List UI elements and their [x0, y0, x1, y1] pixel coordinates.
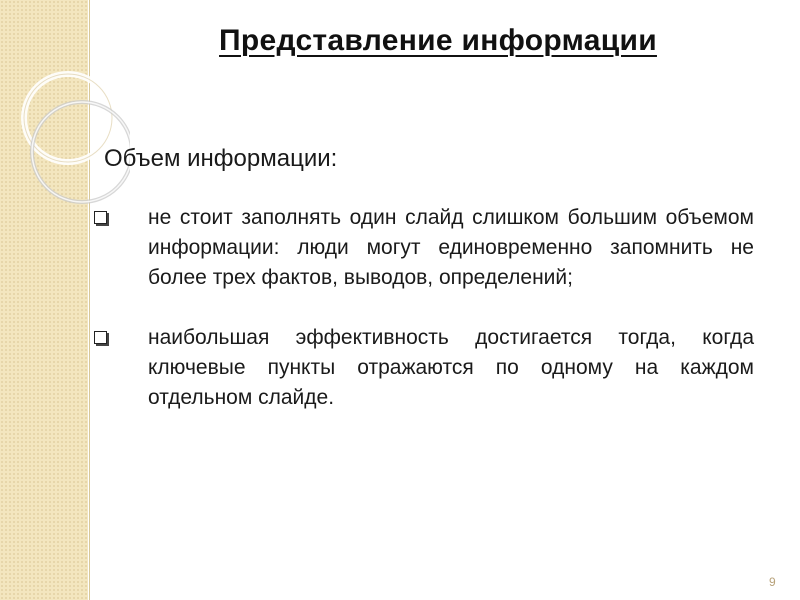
bullet-list [92, 203, 754, 443]
bullet-text: наибольшая эффективность достигается тогда, когда ключевые пункты отражаются по одному на каждом отдельном слайде. [148, 326, 754, 409]
section-heading: Объем информации: [104, 145, 338, 172]
page-number: 9 [769, 575, 776, 589]
checkbox-square-icon [94, 331, 107, 344]
checkbox-square-icon [94, 211, 107, 224]
list-item [92, 203, 754, 293]
slide-title: Представление информации [219, 24, 657, 57]
bullet-text: не стоит заполнять один слайд слишком большим объемом информации: люди могут единовременно запомнить не более трех фактов, выводов, определений; [148, 206, 754, 289]
list-item [92, 323, 754, 413]
